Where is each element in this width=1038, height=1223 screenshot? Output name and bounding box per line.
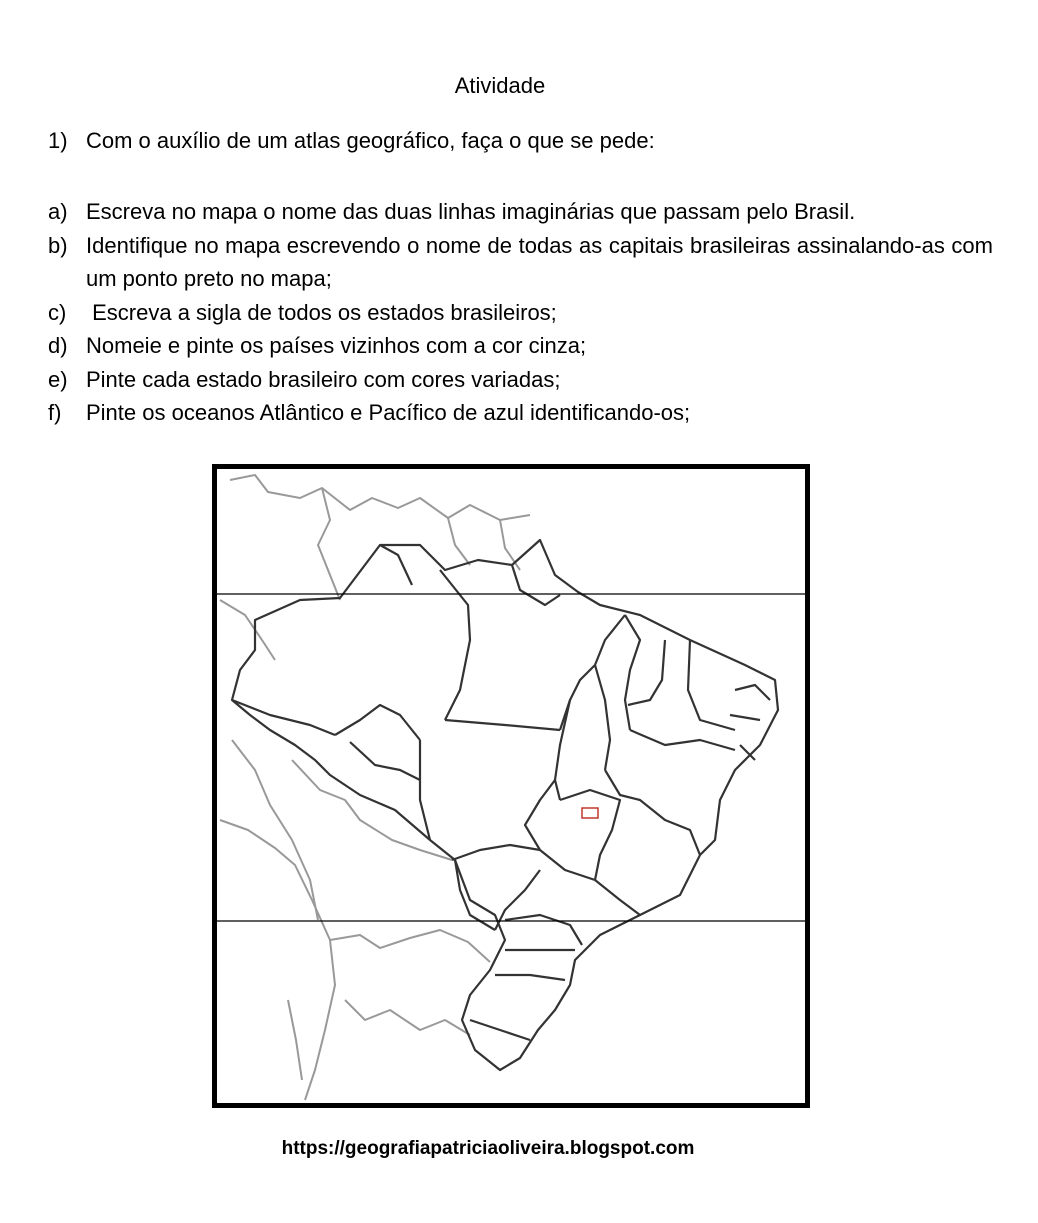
- brazil-outer-border: [232, 540, 778, 1070]
- task-item-f: [48, 396, 993, 430]
- state-border-line: [688, 640, 735, 730]
- task-item-a: [48, 195, 993, 229]
- task-text: Nomeie e pinte os países vizinhos com a cor cinza;: [86, 333, 587, 358]
- task-text: Pinte os oceanos Atlântico e Pacífico de azul identificando-os;: [86, 400, 691, 425]
- neighbor-borders: [220, 475, 530, 1100]
- task-list: [48, 195, 993, 430]
- state-border-line: [335, 705, 420, 740]
- state-border-line: [232, 700, 335, 735]
- task-item-e: [48, 363, 993, 397]
- neighbor-border-line: [220, 820, 335, 1100]
- state-border-line: [380, 545, 412, 585]
- state-border-line: [470, 1020, 530, 1040]
- neighbor-border-line: [220, 600, 275, 660]
- neighbor-border-line: [230, 475, 530, 520]
- neighbor-border-line: [330, 930, 490, 962]
- state-border-line: [525, 780, 555, 850]
- task-text: Escreva no mapa o nome das duas linhas imaginárias que passam pelo Brasil.: [86, 199, 856, 224]
- neighbor-border-line: [448, 518, 470, 565]
- state-border-line: [440, 570, 470, 720]
- task-marker: d): [48, 333, 68, 358]
- task-item-c: [48, 296, 993, 330]
- page-title: Atividade: [454, 73, 546, 98]
- task-text: Escreva a sigla de todos os estados brasileiros;: [86, 299, 557, 325]
- state-border-line: [420, 740, 430, 840]
- question-text: Com o auxílio de um atlas geográfico, faça o que se pede:: [86, 128, 655, 153]
- question-1: [48, 128, 993, 154]
- state-border-line: [595, 665, 610, 770]
- state-border-line: [735, 685, 770, 700]
- task-marker: f): [48, 400, 62, 425]
- neighbor-border-line: [232, 740, 318, 920]
- task-text: Identifique no mapa escrevendo o nome de todas as capitais brasileiras assinalando-as com um ponto preto no mapa;: [86, 232, 993, 291]
- neighbor-border-line: [500, 520, 520, 570]
- task-item-d: [48, 329, 993, 363]
- state-borders: [232, 540, 778, 1070]
- neighbor-border-line: [288, 1000, 302, 1080]
- state-border-line: [560, 615, 625, 730]
- task-marker: c): [48, 299, 67, 325]
- state-border-line: [452, 845, 540, 860]
- neighbor-border-line: [292, 760, 452, 860]
- state-border-line: [555, 700, 570, 800]
- brazil-outline-map: [217, 469, 805, 1103]
- task-item-b: [48, 229, 993, 296]
- state-border-line: [630, 730, 735, 750]
- brazil-map: [212, 464, 810, 1108]
- task-text: Pinte cada estado brasileiro com cores variadas;: [86, 366, 561, 392]
- task-marker: a): [48, 199, 68, 224]
- distrito-federal-marker: [582, 808, 598, 818]
- state-border-line: [625, 615, 640, 730]
- neighbor-border-line: [318, 488, 340, 600]
- state-border-line: [455, 860, 495, 930]
- question-number: 1): [48, 128, 68, 153]
- neighbor-border-line: [345, 1000, 470, 1035]
- state-border-line: [560, 790, 620, 880]
- state-border-line: [730, 715, 760, 720]
- state-border-line: [505, 915, 582, 945]
- state-border-line: [628, 640, 665, 705]
- state-border-line: [540, 850, 640, 915]
- state-border-line: [495, 975, 565, 980]
- footer-url: https://geografiapatriciaoliveira.blogspot.com: [281, 1138, 695, 1159]
- task-marker: e): [48, 366, 68, 392]
- task-marker: b): [48, 232, 68, 258]
- state-border-line: [445, 720, 560, 730]
- state-border-line: [605, 770, 700, 855]
- state-border-line: [350, 742, 420, 780]
